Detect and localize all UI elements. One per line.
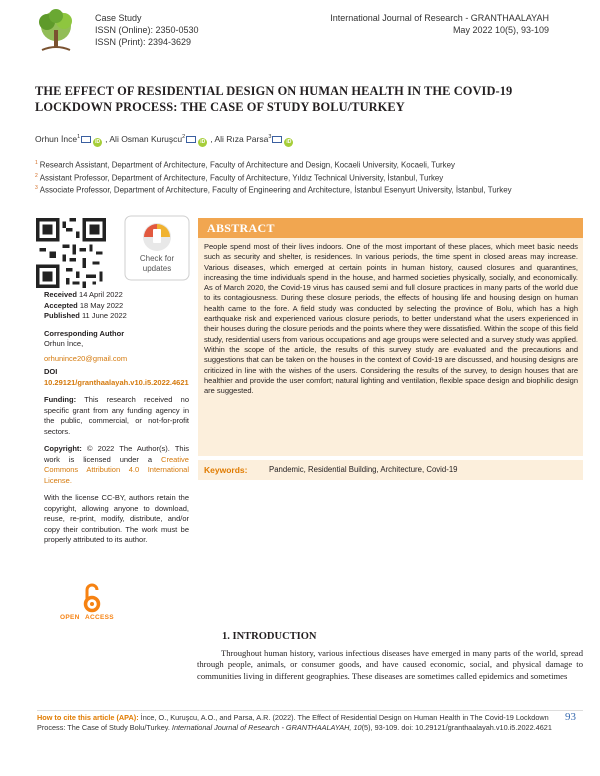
check-label-2: updates <box>142 264 172 273</box>
abstract-box <box>198 238 583 456</box>
affiliations <box>35 158 575 196</box>
author-list: Orhun İnce$^1$iD , Ali Osman Kuruşcu$^2$iD , Ali Rıza Parsa$^3$iD <box>35 134 292 145</box>
author-name: Ali Osman Kuruşcu <box>109 134 183 144</box>
page-number: 93 <box>565 711 576 723</box>
header-right <box>330 12 549 36</box>
abstract-heading-bar <box>198 218 583 238</box>
license-statement: With the license CC-BY, authors retain the copyright, allowing anyone to download, reuse, re-print, modify, distribute, and/or copy their contribution. The work must be properly attributed to its author. <box>44 493 189 544</box>
cite-label: How to cite this article (APA): <box>37 713 139 722</box>
orcid-icon[interactable]: iD <box>286 139 292 145</box>
journal-logo <box>32 8 80 58</box>
author-name: Orhun İnce <box>35 134 78 144</box>
orcid-icon[interactable]: iD <box>200 139 206 145</box>
mail-icon[interactable] <box>272 136 282 143</box>
intro-paragraph: Throughout human history, various infectious diseases have emerged in many parts of the world, spread through people, animals, or consumer goods, and have caused economic, social, and physical damage to communities living in different geographies. These diseases are sometimes called epidemics and sometimes <box>197 648 583 681</box>
check-for-updates-badge[interactable] <box>124 215 190 281</box>
orcid-icon[interactable]: iD <box>95 139 101 145</box>
cite-text: İnce, O., Kuruşcu, A.O., and Parsa, A.R. (2022). The Effect of Residential Design on Human Health in The Covid-19 Lockdown Process: The Case of Study Bolu/Turkey. <box>37 713 549 732</box>
open-access-text-1: OPEN <box>60 614 80 621</box>
footer-divider <box>37 710 583 711</box>
license-link[interactable]: Creative Commons Attribution 4.0 International License. <box>44 454 189 485</box>
mail-icon[interactable] <box>186 136 196 143</box>
issue-info: May 2022 10(5), 93-109 <box>452 25 549 35</box>
check-label-1: Check for <box>139 254 175 263</box>
corresponding-author-name: Orhun İnce, <box>44 339 84 348</box>
funding-statement: This research received no specific grant from any funding agency in the public, commercial, or not-for-profit sectors. <box>44 395 189 436</box>
accepted-date: 18 May 2022 <box>79 300 124 310</box>
mail-icon[interactable] <box>81 136 91 143</box>
section-heading: 1. INTRODUCTION <box>222 631 317 642</box>
article-title: THE EFFECT OF RESIDENTIAL DESIGN ON HUMAN HEALTH IN THE COVID-19 LOCKDOWN PROCESS: THE CASE OF STUDY BOLU/TURKEY <box>35 84 513 114</box>
cite-journal: International Journal of Research - GRANTHAALAYAH, 10 <box>171 723 362 732</box>
abstract-text: People spend most of their lives indoors. One of the most important of these places, which meet basic needs such as security and shelter, is residences. In various periods, the time spent in closed areas may increase. Various diseases, which emerged at certain points in human history, caused closures and quarantines, increasing the time individuals spend in the house, and harmed societies physically, socially, and economically. As of March 2020, the Covid-19 virus has caused semi and full closure practices in many parts of the world due to its contagiousness. During these closure periods, the effects of housing life and housing design on human health came to the fore. A field study was conducted by selecting the province of Bolu, which has a high earthquake risk and experienced various closure periods, to better understand what the users experienced in their houses during the closure periods and the points where they were dissatisfied. Within the scope of this field study, residential users from various occupations and age groups were selected and a survey study was applied. Within the scope of the article, the results of this survey study are evaluated and the precautions and suggestions that can be taken on the houses in the context of Covid-19 are discussed, and housing designs are criticized in line with the wishes of the users. Considering the results of the survey, to design houses that are healthier and provide the user comfort; natural lighting and ventilation, flexible space design and biophilic design are suggested. <box>204 242 578 396</box>
header-left <box>95 12 199 48</box>
affiliation-item: $^3$ Associate Professor, Department of Architecture, Faculty of Engineering and Architecture, İstanbul Esenyurt University, İstanbul, Turkey <box>35 185 512 195</box>
article-type: Case Study <box>95 13 142 23</box>
open-access-text-2: ACCESS <box>85 614 114 621</box>
corresponding-email-link[interactable]: orhunince20@gmail.com <box>44 353 128 363</box>
journal-name: International Journal of Research - GRANTHAALAYAH <box>330 13 549 23</box>
affiliation-item: $^1$ Research Assistant, Department of Architecture, Faculty of Architecture and Design, Kocaeli University, Kocaeli, Turkey <box>35 160 455 170</box>
introduction-body <box>197 648 583 682</box>
keywords-label: Keywords: <box>204 465 248 475</box>
keywords-value: Pandemic, Residential Building, Architecture, Covid-19 <box>269 465 458 474</box>
citation-footer <box>37 713 557 733</box>
open-access-logo <box>60 582 117 622</box>
issn-print: ISSN (Print): 2394-3629 <box>95 37 192 47</box>
corresponding-author-label: Corresponding Author <box>44 328 125 338</box>
affiliation-item: $^2$ Assistant Professor, Department of Architecture, Faculty of Architecture, Yıldız Technical University, İstanbul, Turkey <box>35 172 444 183</box>
published-date: 11 June 2022 <box>81 311 127 320</box>
author-name: Ali Rıza Parsa <box>214 134 269 144</box>
keywords-box <box>198 460 583 480</box>
doi-link[interactable]: 10.29121/granthaalayah.v10.i5.2022.4621 <box>44 377 189 387</box>
cite-tail: (5), 93-109. doi: 10.29121/granthaalayah.v10.i5.2022.4621 <box>361 723 552 732</box>
article-metadata: Received 14 April 2022 Accepted 18 May 2022 Published 11 June 2022 Corresponding Author Orhun İnce, orhunince20@gmail.com DOI 10.29121/granthaalayah.v10.i5.2022.4621 Funding: This research received no specific grant from any funding agency in the public, commercial, or not-for-profit sectors. Copyright: © 2022 The Author(s). This work is licensed under a Creative Commons Attribution 4.0 International License. With the license CC-BY, authors retain the copyright, allowing anyone to download, reuse, re-print, modify, distribute, and/or copy their contribution. The work must be properly attributed to its author. <box>44 290 189 544</box>
abstract-heading: ABSTRACT <box>207 221 275 235</box>
qr-code <box>36 218 106 288</box>
received-date: 14 April 2022 <box>79 290 123 299</box>
issn-online: ISSN (Online): 2350-0530 <box>95 25 199 35</box>
